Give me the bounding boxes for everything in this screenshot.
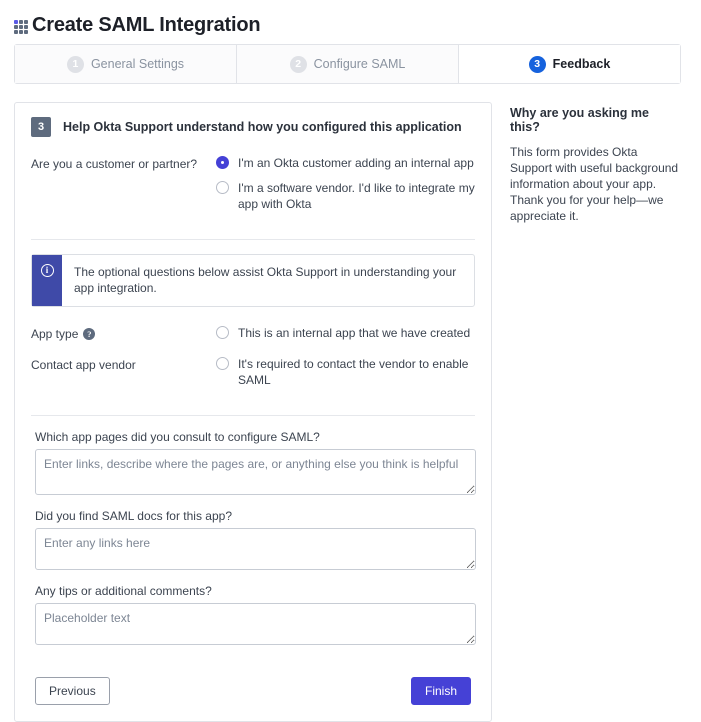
radio-icon[interactable]: [216, 326, 229, 339]
card-actions: [35, 659, 471, 705]
question-saml-docs: [31, 509, 475, 570]
field-app-type: [31, 321, 475, 352]
card-step-badge: 3: [31, 117, 51, 137]
contact-vendor-option: [216, 356, 475, 397]
tab-feedback[interactable]: [459, 45, 680, 83]
app-grid-icon: [14, 20, 30, 36]
card-header: [31, 117, 475, 151]
help-icon[interactable]: ?: [83, 328, 95, 340]
banner-accent-bar: [32, 255, 62, 306]
radio-icon[interactable]: [216, 357, 229, 370]
help-body: This form provides Okta Support with useful background information about your app. Thank you for your help—we appreciate it.: [510, 145, 679, 223]
divider: [31, 239, 475, 240]
field-label: [31, 325, 216, 341]
step-label: Configure SAML: [313, 57, 406, 71]
field-customer-or-partner: [31, 151, 475, 223]
app-type-option: [216, 325, 475, 350]
radio-icon[interactable]: [216, 181, 229, 194]
radio-option-okta-customer[interactable]: [216, 155, 475, 171]
app-pages-textarea[interactable]: [35, 449, 476, 495]
radio-label: I'm an Okta customer adding an internal app: [238, 156, 474, 170]
step-number: 2: [290, 56, 307, 73]
saml-docs-textarea[interactable]: [35, 528, 476, 570]
field-label-text: App type: [31, 327, 79, 341]
radio-option-contact-vendor[interactable]: [216, 356, 475, 388]
previous-button[interactable]: Previous: [35, 677, 110, 705]
feedback-card: [14, 102, 492, 722]
banner-message: The optional questions below assist Okta Support in understanding your app integration.: [74, 265, 457, 295]
radio-icon[interactable]: [216, 156, 229, 169]
step-label: General Settings: [90, 57, 185, 71]
radio-label: This is an internal app that we have created: [238, 326, 471, 340]
card-title: Help Okta Support understand how you configured this application: [63, 120, 462, 134]
radio-group-customer-or-partner: [216, 155, 475, 221]
page-header: [0, 0, 701, 42]
step-number: 1: [67, 56, 84, 73]
finish-button[interactable]: Finish: [411, 677, 471, 705]
field-label: Contact app vendor: [31, 358, 136, 372]
tab-configure-saml[interactable]: [237, 45, 459, 83]
field-contact-app-vendor: [31, 352, 475, 399]
field-label: Are you a customer or partner?: [31, 157, 198, 171]
side-help-panel: [510, 102, 682, 722]
help-heading: Why are you asking me this?: [510, 106, 649, 134]
step-number: 3: [529, 56, 546, 73]
question-app-pages: [31, 430, 475, 495]
question-label: Did you find SAML docs for this app?: [35, 509, 232, 523]
page-title: Create SAML Integration: [32, 13, 261, 36]
question-additional-comments: [31, 584, 475, 645]
additional-comments-textarea[interactable]: [35, 603, 476, 645]
tab-general-settings[interactable]: [15, 45, 237, 83]
radio-label: I'm a software vendor. I'd like to integrate my app with Okta: [238, 181, 475, 211]
wizard-stepper: [14, 44, 681, 84]
radio-option-software-vendor[interactable]: [216, 180, 475, 212]
radio-label: It's required to contact the vendor to enable SAML: [238, 357, 469, 387]
divider: [31, 415, 475, 416]
question-label: Which app pages did you consult to configure SAML?: [35, 430, 320, 444]
step-label: Feedback: [552, 57, 611, 71]
page-body: [0, 84, 701, 722]
optional-questions-banner: [31, 254, 475, 307]
info-icon: i: [41, 264, 54, 277]
question-label: Any tips or additional comments?: [35, 584, 212, 598]
radio-option-internal-app[interactable]: [216, 325, 475, 341]
